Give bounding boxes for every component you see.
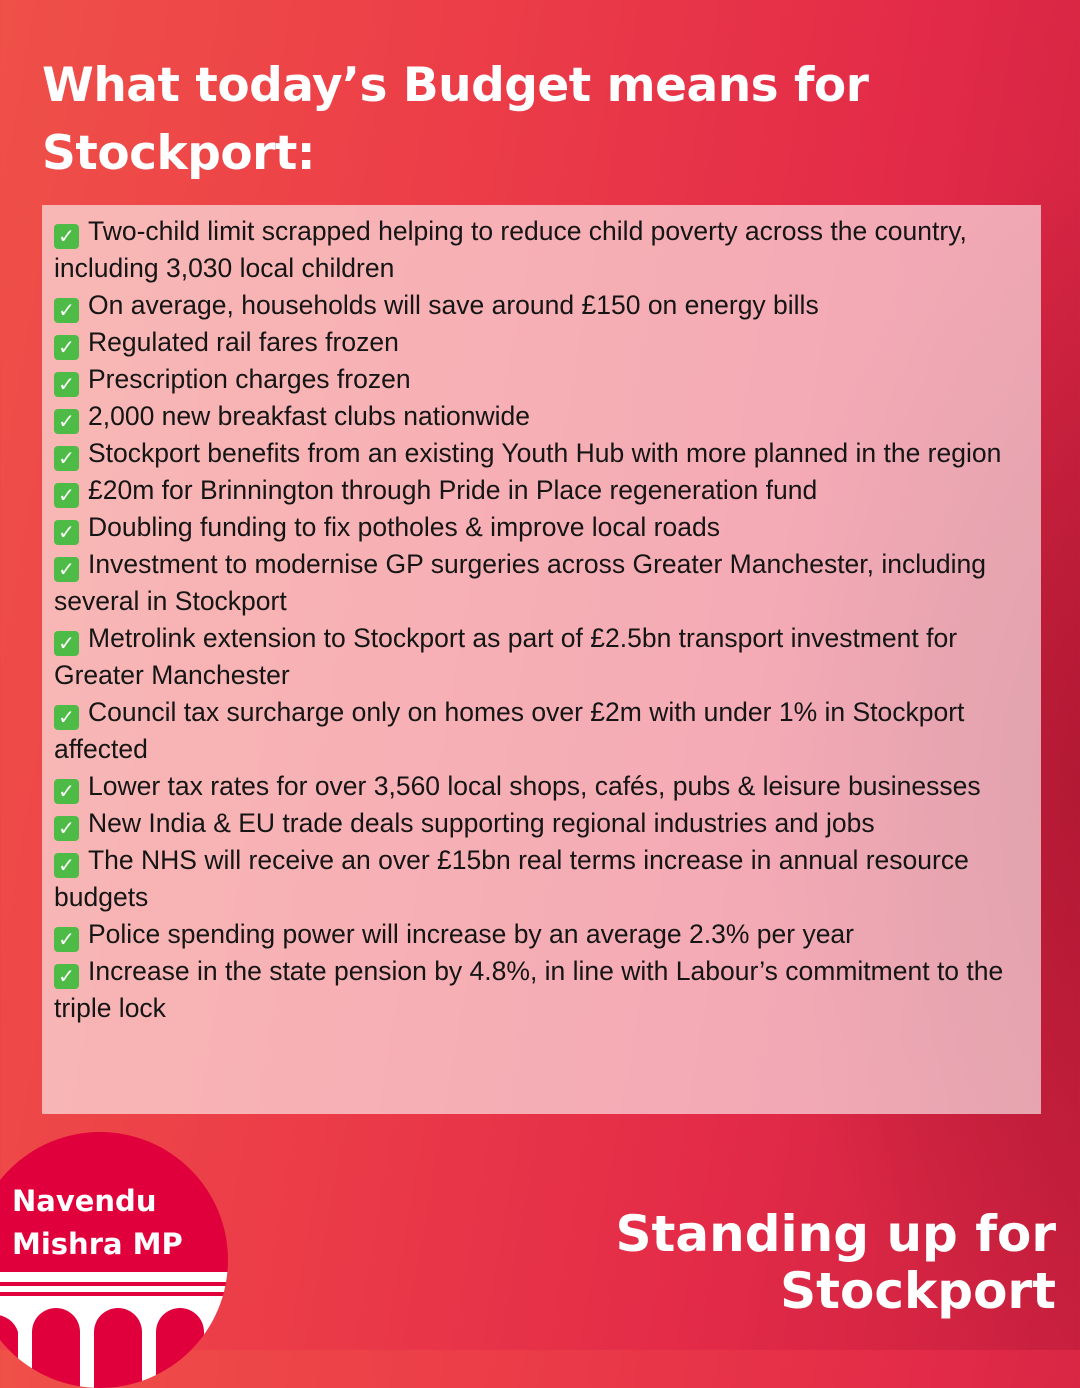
check-mark-icon: ✓ (54, 927, 79, 952)
check-mark-icon: ✓ (54, 335, 79, 360)
check-mark-icon: ✓ (54, 372, 79, 397)
list-item-text: On average, households will save around £150 on energy bills (88, 290, 819, 320)
list-item-text: Investment to modernise GP surgeries across Greater Manchester, including several in Stockport (54, 549, 986, 616)
mp-name: Navendu Mishra MP (12, 1184, 183, 1261)
list-item-text: New India & EU trade deals supporting regional industries and jobs (88, 808, 875, 838)
list-item (54, 398, 1029, 435)
list-item-text: Prescription charges frozen (88, 364, 411, 394)
check-mark-icon: ✓ (54, 631, 79, 656)
list-item-text: Stockport benefits from an existing Youth Hub with more planned in the region (88, 438, 1002, 468)
list-item-text: £20m for Brinnington through Pride in Place regeneration fund (88, 475, 818, 505)
list-item-text: Doubling funding to fix potholes & improve local roads (88, 512, 720, 542)
list-item-text: Regulated rail fares frozen (88, 327, 399, 357)
list-item-text: Metrolink extension to Stockport as part of £2.5bn transport investment for Greater Manchester (54, 623, 958, 690)
list-item (54, 768, 1029, 805)
check-mark-icon: ✓ (54, 224, 79, 249)
check-mark-icon: ✓ (54, 520, 79, 545)
check-mark-icon: ✓ (54, 964, 79, 989)
budget-points-list (54, 213, 1029, 1027)
list-item (54, 805, 1029, 842)
list-item (54, 953, 1029, 1027)
list-item (54, 509, 1029, 546)
page-title: What today’s Budget means for Stockport: (42, 58, 869, 181)
list-item (54, 361, 1029, 398)
list-item (54, 213, 1029, 287)
list-item (54, 324, 1029, 361)
budget-points-panel (42, 205, 1041, 1114)
list-item-text: Police spending power will increase by an average 2.3% per year (88, 919, 854, 949)
viaduct-icon (0, 1272, 228, 1388)
list-item (54, 620, 1029, 694)
list-item (54, 694, 1029, 768)
list-item (54, 546, 1029, 620)
list-item-text: Two-child limit scrapped helping to reduce child poverty across the country, including 3,030 local children (54, 216, 967, 283)
list-item (54, 916, 1029, 953)
list-item (54, 472, 1029, 509)
list-item-text: The NHS will receive an over £15bn real terms increase in annual resource budgets (54, 845, 969, 912)
list-item (54, 287, 1029, 324)
check-mark-icon: ✓ (54, 298, 79, 323)
list-item-text: 2,000 new breakfast clubs nationwide (88, 401, 530, 431)
campaign-tagline: Standing up for Stockport (615, 1205, 1056, 1320)
list-item (54, 842, 1029, 916)
check-mark-icon: ✓ (54, 779, 79, 804)
list-item-text: Lower tax rates for over 3,560 local shops, cafés, pubs & leisure businesses (88, 771, 981, 801)
check-mark-icon: ✓ (54, 705, 79, 730)
check-mark-icon: ✓ (54, 483, 79, 508)
list-item-text: Council tax surcharge only on homes over £2m with under 1% in Stockport affected (54, 697, 965, 764)
check-mark-icon: ✓ (54, 853, 79, 878)
check-mark-icon: ✓ (54, 409, 79, 434)
check-mark-icon: ✓ (54, 816, 79, 841)
list-item (54, 435, 1029, 472)
check-mark-icon: ✓ (54, 446, 79, 471)
list-item-text: Increase in the state pension by 4.8%, in line with Labour’s commitment to the triple lock (54, 956, 1004, 1023)
check-mark-icon: ✓ (54, 557, 79, 582)
